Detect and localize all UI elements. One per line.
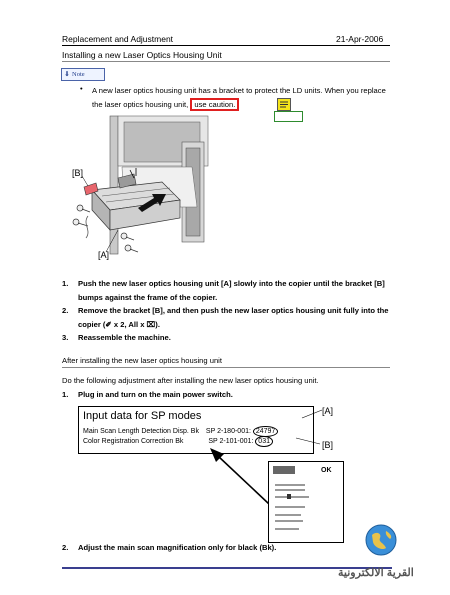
figure-label-a: [A] xyxy=(98,250,110,260)
watermark-globe-icon xyxy=(364,523,398,557)
sp-panel-title: Input data for SP modes xyxy=(83,410,202,422)
step-adjust xyxy=(62,541,392,555)
caution-text: use caution. xyxy=(194,100,236,109)
step-power-num: 1. xyxy=(62,390,69,399)
subsection-title: Installing a new Laser Optics Housing Unit xyxy=(62,50,222,60)
step-adjust-text: Adjust the main scan magnification only for black (Bk). xyxy=(78,543,277,552)
step-2 xyxy=(62,304,392,332)
note-badge xyxy=(61,68,105,81)
installation-figure xyxy=(62,112,222,262)
step-adjust-num: 2. xyxy=(62,543,69,552)
note-text xyxy=(92,84,390,112)
sp-row1-code: SP 2-180-001: xyxy=(205,428,251,435)
after-intro: Do the following adjustment after installing the new laser optics housing unit. xyxy=(62,376,319,385)
sp-callout-a: [A] xyxy=(322,406,334,416)
sp-row1-value: 24797 xyxy=(253,426,278,437)
caution-link[interactable] xyxy=(190,98,239,111)
note-label: Note xyxy=(72,71,85,78)
step-3-text: Reassemble the machine. xyxy=(78,333,171,342)
header-rule xyxy=(62,45,390,46)
step-1-num: 1. xyxy=(62,279,69,288)
note-arrow-icon: ⇓ xyxy=(64,71,70,78)
note-bullet-icon: • xyxy=(80,84,83,93)
step-power-text: Plug in and turn on the main power switch. xyxy=(78,390,233,399)
sp-callout-b: [B] xyxy=(322,440,334,450)
subsection-rule xyxy=(62,61,390,62)
sp-row2-value: 031 xyxy=(255,436,273,447)
caution-bookmark-box[interactable] xyxy=(274,111,303,122)
caution-note-icon[interactable] xyxy=(277,98,292,112)
note-text-main: A new laser optics housing unit has a bracket to protect the LD units. When you replace the laser optics housing unit, xyxy=(92,86,386,109)
page-date: 21-Apr-2006 xyxy=(336,34,384,44)
sp-row2-code: SP 2-101-001: xyxy=(208,438,254,445)
step-2-num: 2. xyxy=(62,306,69,315)
figure-label-b: [B] xyxy=(72,168,84,178)
step-1-text: Push the new laser optics housing unit [A] slowly into the copier until the bracket [B] bumps against the frame of the copier. xyxy=(78,279,385,302)
sp-row1-label: Main Scan Length Detection Disp. Bk xyxy=(83,428,199,435)
watermark-text: القرية الالكترونية xyxy=(338,567,414,579)
step-3 xyxy=(62,331,392,345)
step-2-text: Remove the bracket [B], and then push the new laser optics housing unit fully into the copier (✐ x 2, All x ⌧). xyxy=(78,306,389,329)
step-3-num: 3. xyxy=(62,333,69,342)
after-heading: After installing the new laser optics housing unit xyxy=(62,356,222,365)
step-1 xyxy=(62,277,392,305)
after-rule xyxy=(62,367,390,368)
sp-row2-label: Color Registration Correction Bk xyxy=(83,438,184,445)
test-pattern-image xyxy=(269,462,343,542)
test-pattern-thumbnail xyxy=(268,461,344,543)
thumb-ok-label: OK xyxy=(321,467,332,474)
section-title: Replacement and Adjustment xyxy=(62,34,174,44)
